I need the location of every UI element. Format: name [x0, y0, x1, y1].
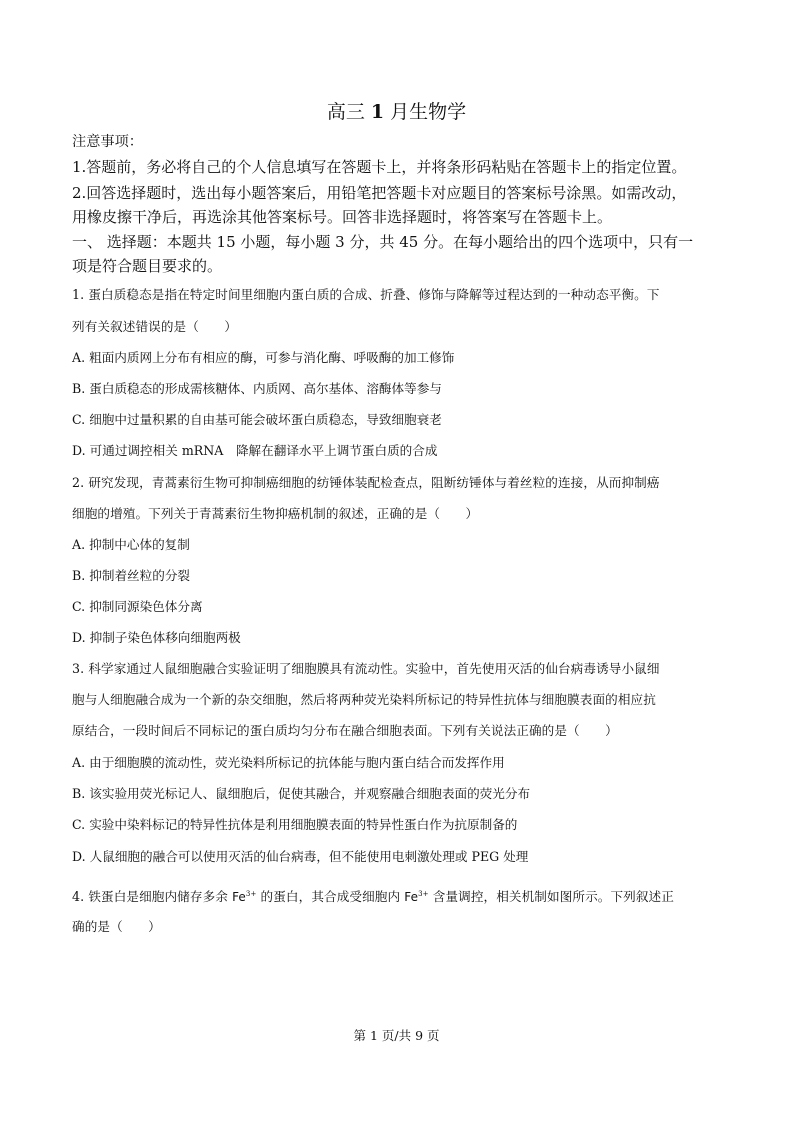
question-3-stem-line-3: 原结合，一段时间后不同标记的蛋白质均匀分布在融合细胞表面。下列有关说法正确的是（ ） [72, 723, 618, 738]
page-title [0, 100, 793, 124]
question-4-stem-part-1: 4. 铁蛋白是细胞内储存多余 [72, 889, 233, 905]
question-2-stem-line-2: 细胞的增殖。下列关于青蒿素衍生物抑癌机制的叙述，正确的是（ ） [72, 506, 479, 521]
title-suffix: 月生物学 [384, 101, 467, 123]
question-1-option-b: B. 蛋白质稳态的形成需核糖体、内质网、高尔基体、溶酶体等参与 [72, 381, 442, 396]
question-4-stem-line-2: 确的是（ ） [72, 919, 161, 934]
question-1-option-c: C. 细胞中过量积累的自由基可能会破坏蛋白质稳态，导致细胞衰老 [72, 412, 442, 427]
question-2-option-c: C. 抑制同源染色体分离 [72, 599, 203, 614]
question-4-stem-part-2: 的蛋白，其合成受细胞内 [256, 889, 405, 905]
question-3-option-c: C. 实验中染料标记的特异性抗体是利用细胞膜表面的特异性蛋白作为抗原制备的 [72, 817, 518, 832]
section-heading-line-1: 一、 选择题：本题共 15 小题，每小题 3 分，共 45 分。在每小题给出的四个选项中，只有一 [72, 233, 694, 251]
question-1-stem-line-1: 1. 蛋白质稳态是指在特定时间里细胞内蛋白质的合成、折叠、修饰与降解等过程达到的一种动态平衡。下 [72, 287, 660, 302]
title-number: 1 [370, 101, 385, 123]
notice-heading: 注意事项： [72, 134, 143, 150]
question-3-option-d: D. 人鼠细胞的融合可以使用灭活的仙台病毒，但不能使用电刺激处理或 PEG 处理 [72, 849, 529, 864]
page-footer: 第 1 页/共 9 页 [353, 1028, 440, 1043]
question-4-stem-line-1 [72, 885, 732, 906]
question-4-ion-2: Fe [404, 890, 419, 905]
question-4-stem-part-3: 含量调控，相关机制如图所示。下列叙述正 [428, 889, 674, 905]
question-2-stem-line-1: 2. 研究发现，青蒿素衍生物可抑制癌细胞的纺锤体装配检查点，阻断纺锤体与着丝粒的连接，从而抑制癌 [72, 475, 660, 490]
question-3-stem-line-1: 3. 科学家通过人鼠细胞融合实验证明了细胞膜具有流动性。实验中，首先使用灭活的仙台病毒诱导小鼠细 [72, 661, 660, 676]
question-4-charge-1: 3+ [245, 890, 257, 898]
question-3-stem-line-2: 胞与人细胞融合成为一个新的杂交细胞，然后将两种荧光染料所标记的特异性抗体与细胞膜表面的相应抗 [72, 692, 656, 707]
question-3-option-b: B. 该实验用荧光标记人、鼠细胞后，促使其融合，并观察融合细胞表面的荧光分布 [72, 786, 531, 801]
notice-item-2-line-2: 用橡皮擦干净后，再选涂其他答案标号。回答非选择题时，将答案写在答题卡上。 [72, 208, 613, 226]
title-prefix: 高三 [326, 101, 371, 123]
question-4-ion-1: Fe [232, 890, 246, 905]
question-2-option-d: D. 抑制子染色体移向细胞两极 [72, 630, 241, 645]
notice-item-2-line-1: 2.回答选择题时，选出每小题答案后，用铅笔把答题卡对应题目的答案标号涂黑。如需改动， [72, 184, 687, 202]
question-4-charge-2: 3+ [418, 890, 429, 898]
notice-item-1: 1.答题前，务必将自己的个人信息填写在答题卡上，并将条形码粘贴在答题卡上的指定位置。 [72, 158, 687, 176]
question-1-stem-line-2: 列有关叙述错误的是（ ） [72, 319, 238, 334]
section-heading-line-2: 项是符合题目要求的。 [72, 257, 223, 275]
question-3-option-a: A. 由于细胞膜的流动性，荧光染料所标记的抗体能与胞内蛋白结合而发挥作用 [72, 755, 505, 770]
question-1-option-a: A. 粗面内质网上分布有相应的酶，可参与消化酶、呼吸酶的加工修饰 [72, 350, 455, 365]
question-1-option-d: D. 可通过调控相关 mRNA 降解在翻译水平上调节蛋白质的合成 [72, 443, 438, 458]
question-2-option-a: A. 抑制中心体的复制 [72, 537, 190, 552]
question-2-option-b: B. 抑制着丝粒的分裂 [72, 568, 191, 583]
